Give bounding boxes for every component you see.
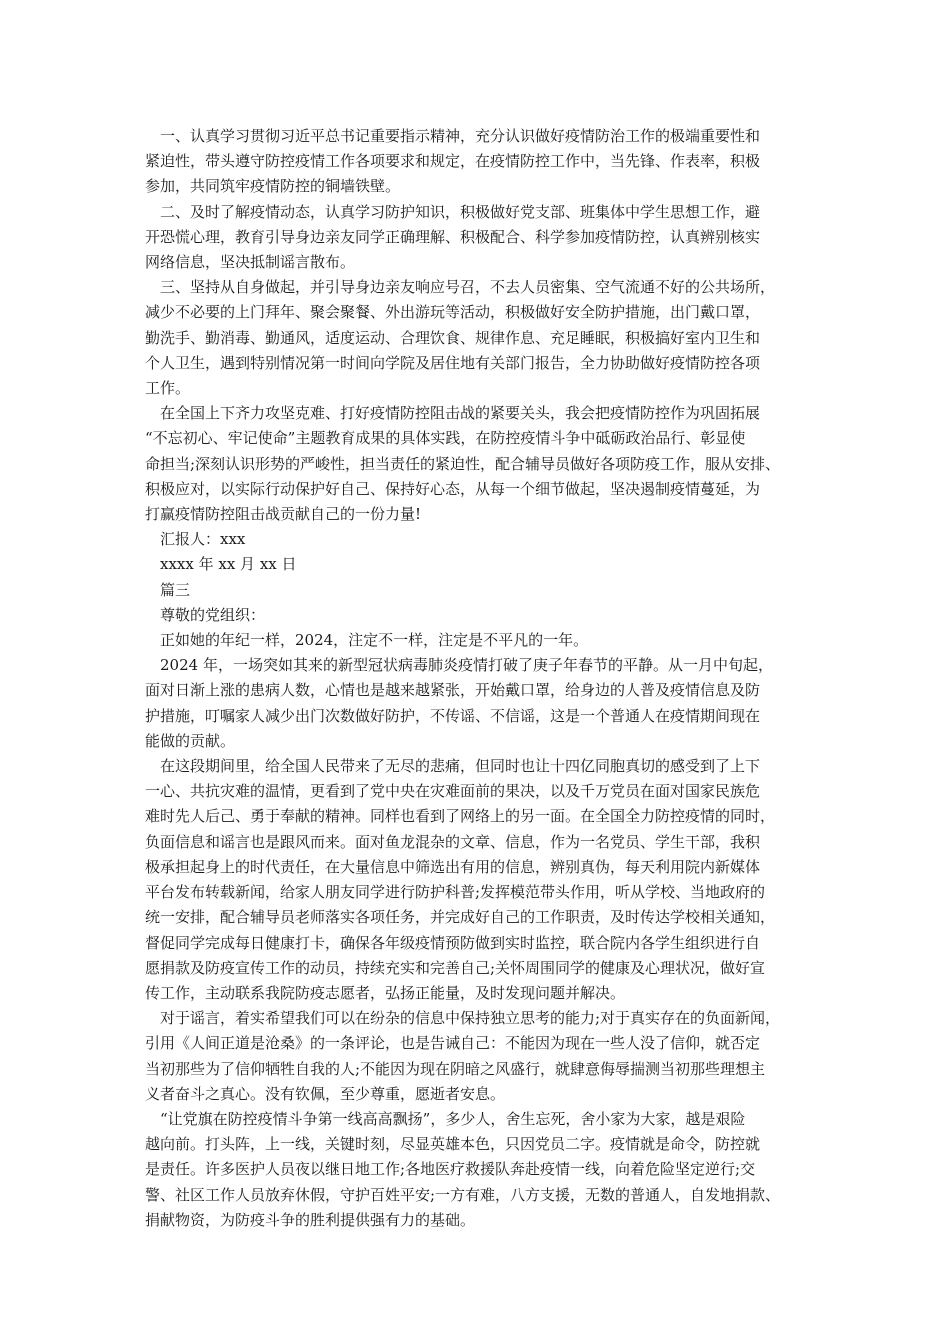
date-line: xxxx 年 xx 月 xx 日: [145, 555, 297, 574]
paragraph-during-period: 在这段期间里，给全国人民带来了无尽的悲痛，但同时也让十四亿同胞真切的感受到了上下 一心、共抗灾难的温情，更看到了党中央在灾难面前的果决，以及千万党员在面对国家民族危 难时先人后己、勇于奉献的精神。同样也看到了网络上的另一面。在全国全力防控疫情的同时， 负面信息和谣言也是跟风而来。面对鱼龙混杂的文章、信息，作为一名党员、学生干部，我积 极承担起身上的时代责任，在大量信息中筛选出有用的信息，辨别真伪，每天利用院内新媒体 平台发布转载新闻，给家人朋友同学进行防护科普;发挥模范带头作用，听从学校、当地政府的 统一安排，配合辅导员老师落实各项任务，并完成好自己的工作职责，及时传达学校相关通知， 督促同学完成每日健康打卡，确保各年级疫情预防做到实时监控，联合院内各学生组织进行自 愿捐款及防疫宣传工作的动员，持续充实和完善自己;关怀周围同学的健康及心理状况，做好宣 传工作，主动联系我院防疫志愿者，弘扬正能量，及时发现问题并解决。: [145, 757, 776, 1002]
paragraph-outbreak: 2024 年，一场突如其来的新型冠状病毒肺炎疫情打破了庚子年春节的平静。从一月中旬起， 面对日渐上涨的患病人数，心情也是越来越紧张，开始戴口罩，给身边的人普及疫情信息及防 护措施，叮嘱家人减少出门次数做好防护，不传谣、不信谣，这是一个普通人在疫情期间现在 能做的贡献。: [145, 656, 773, 750]
paragraph-rumors: 对于谣言，着实希望我们可以在纷杂的信息中保持独立思考的能力;对于真实存在的负面新闻， 引用《人间正道是沧桑》的一条评论，也是告诫自己：不能因为现在一些人没了信仰，就否定 当初那些为了信仰牺牲自我的人;不能因为现在阴暗之风盛行，就肆意侮辱揣测当初那些理想主 义者奋斗之真心。没有钦佩，至少尊重，愿逝者安息。: [145, 1009, 781, 1103]
paragraph-party-flag: “让党旗在防控疫情斗争第一线高高飘扬”，多少人，舍生忘死，舍小家为大家，越是艰险 越向前。打头阵，上一线，关键时刻，尽显英雄本色，只因党员二字。疫情就是命令，防控就 是责任。许多医护人员夜以继日地工作;各地医疗救援队奔赴疫情一线，向着危险坚定逆行;交 警、社区工作人员放弃休假，守护百姓平安;一方有难，八方支援，无数的普通人，自发地捐款、 捐献物资，为防疫斗争的胜利提供强有力的基础。: [145, 1109, 781, 1229]
paragraph-point-one: 一、认真学习贯彻习近平总书记重要指示精神，充分认识做好疫情防治工作的极端重要性和 紧迫性，带头遵守防控疫情工作各项要求和规定，在疫情防控工作中，当先锋、作表率，积极 参加，共同筑牢疫情防控的铜墙铁壁。: [145, 127, 761, 196]
paragraph-opening: 正如她的年纪一样，2024，注定不一样，注定是不平凡的一年。: [145, 631, 589, 650]
salutation: 尊敬的党组织：: [145, 605, 266, 624]
document-body: [145, 124, 825, 1233]
paragraph-point-three: 三、坚持从自身做起，并引导身边亲友响应号召，不去人员密集、空气流通不好的公共场所， 减少不必要的上门拜年、聚会聚餐、外出游玩等活动，积极做好安全防护措施，出门戴口罩， 勤洗手、勤消毒、勤通风，适度运动、合理饮食、规律作息、充足睡眠，积极搞好室内卫生和 个人卫生，遇到特别情况第一时间向学院及居住地有关部门报告，全力协助做好疫情防控各项 工作。: [145, 278, 776, 398]
reporter-line: 汇报人：xxx: [145, 530, 246, 549]
paragraph-commitment: 在全国上下齐力攻坚克难、打好疫情防控阻击战的紧要关头，我会把疫情防控作为巩固拓展 “不忘初心、牢记使命”主题教育成果的具体实践，在防控疫情斗争中砥砺政治品行、彰显使 命担当;深刻认识形势的严峻性，担当责任的紧迫性，配合辅导员做好各项防疫工作，服从安排、 积极应对，以实际行动保护好自己、保持好心态，从每一个细节做起，坚决遏制疫情蔓延，为 打赢疫情防控阻击战贡献自己的一份力量!: [145, 404, 781, 524]
paragraph-point-two: 二、及时了解疫情动态，认真学习防护知识，积极做好党支部、班集体中学生思想工作，避 开恐慌心理，教育引导身边亲友同学正确理解、积极配合、科学参加疫情防控，认真辨别核实 网络信息，坚决抵制谣言散布。: [145, 202, 761, 272]
section-heading: 篇三: [145, 580, 191, 599]
